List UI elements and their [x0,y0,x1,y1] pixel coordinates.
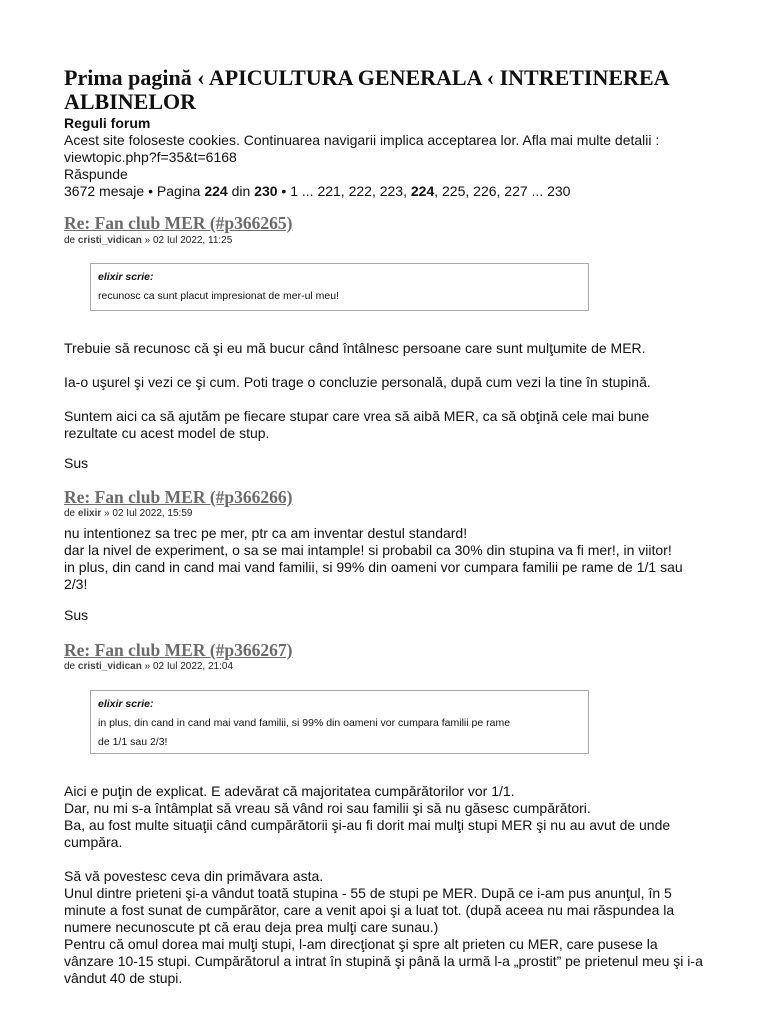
post-byline: de cristi_vidican » 02 Iul 2022, 21:04 [64,661,234,672]
page-links-after[interactable]: , 225, 226, 227 ... 230 [434,183,571,199]
post-date: » 02 Iul 2022, 21:04 [144,661,234,672]
quote-author: elixir scrie: [98,698,154,710]
post-title-link[interactable]: Re: Fan club MER (#p366267) [64,640,293,660]
post-title-link[interactable]: Re: Fan club MER (#p366266) [64,487,293,507]
cookie-notice: Acest site foloseste cookies. Continuarea navigarii implica acceptarea lor. Afla mai multe detalii : [64,132,660,148]
back-to-top-link[interactable]: Sus [64,455,89,471]
post-paragraph: Trebuie să recunosc că şi eu mă bucur când întâlnesc persoane care sunt mulţumite de MER. [64,340,646,356]
post-paragraph: Ia-o uşurel şi vezi ce şi cum. Poti trage o concluzie personală, după cum vezi la tine în stupină. [64,374,651,390]
total-pages: 230 [254,183,278,199]
post-paragraph: Suntem aici ca să ajutăm pe fiecare stupar care vrea să aibă MER, ca să obţină cele mai bune rezultate cu acest model de stup. [64,408,650,441]
post-title-link[interactable]: Re: Fan club MER (#p366265) [64,213,293,233]
post-count: 3672 mesaje [64,183,145,199]
post-paragraph: Aici e puţin de explicat. E adevărat că majoritatea cumpărătorilor vor 1/1. [64,783,515,799]
author-link[interactable]: cristi_vidican [77,235,142,246]
pagination: 3672 mesaje • Pagina 224 din 230 • 1 ... 221, 222, 223, 224, 225, 226, 227 ... 230 [64,183,571,199]
post-paragraph: in plus, din cand in cand mai vand familii, si 99% din oameni vor cumpara familii pe rame de 1/1 sau 2/3! [64,559,683,592]
post-paragraph: dar la nivel de experiment, o sa se mai intample! si probabil ca 30% din stupina va fi mer!, in viitor! [64,542,672,558]
post-paragraph: Pentru că omul dorea mai mulţi stupi, l-am direcţionat şi spre alt prieten cu MER, care pusese la vânzare 10-15 stupi. Cumpărătorul a intrat în stupină şi până la urmă l-a „prostit” pe prietenul meu şi i-a vândut 40 de stupi. [64,936,703,986]
breadcrumb[interactable]: Prima pagină ‹ APICULTURA GENERALA ‹ INTRETINEREA ALBINELOR [64,65,669,114]
quote-box [90,690,589,754]
author-link[interactable]: cristi_vidican [77,661,142,672]
quote-text: in plus, din cand in cand mai vand familii, si 99% din oameni vor cumpara familii pe rame [98,717,511,729]
quote-box [90,263,589,311]
post-paragraph: Să vă povestesc ceva din primăvara asta. [64,868,324,884]
post-date: » 02 Iul 2022, 15:59 [104,508,193,519]
quote-text: de 1/1 sau 2/3! [98,736,168,748]
post-paragraph: Dar, nu mi s-a întâmplat să vreau să vând roi sau familii şi să nu găsesc cumpărători. [64,800,591,816]
reply-button[interactable]: Răspunde [64,166,128,182]
cookie-details-link[interactable]: viewtopic.php?f=35&t=6168 [64,149,237,165]
forum-header-info [64,115,724,200]
post-paragraph: Ba, au fost multe situaţii când cumpărătorii şi-au fi dorit mai mulţi stupi MER şi nu au avut de unde cumpăra. [64,817,671,850]
post-byline: de cristi_vidican » 02 Iul 2022, 11:25 [64,235,233,246]
author-link[interactable]: elixir [77,508,102,519]
post-byline: de elixir » 02 Iul 2022, 15:59 [64,508,193,519]
quote-author: elixir scrie: [98,271,154,283]
current-page: 224 [204,183,228,199]
post-paragraph: Unul dintre prieteni şi-a vândut toată stupina - 55 de stupi pe MER. După ce i-am pus anunţul, în 5 minute a fost sunat de cumpărător, care a venit apoi şi a luat tot. (după aceea nu mai răspundea la numere necunoscute pt că erau deja prea mulţi care sunau.) [64,885,675,935]
page-link-current: 224 [410,183,435,199]
post-paragraph: nu intentionez sa trec pe mer, ptr ca am inventar destul standard! [64,525,468,541]
forum-rules-link[interactable]: Reguli forum [64,115,151,131]
back-to-top-link[interactable]: Sus [64,607,89,623]
page-links[interactable]: 1 ... 221, 222, 223, [290,183,407,199]
post-date: » 02 Iul 2022, 11:25 [144,235,233,246]
quote-text: recunosc ca sunt placut impresionat de mer-ul meu! [98,290,340,302]
